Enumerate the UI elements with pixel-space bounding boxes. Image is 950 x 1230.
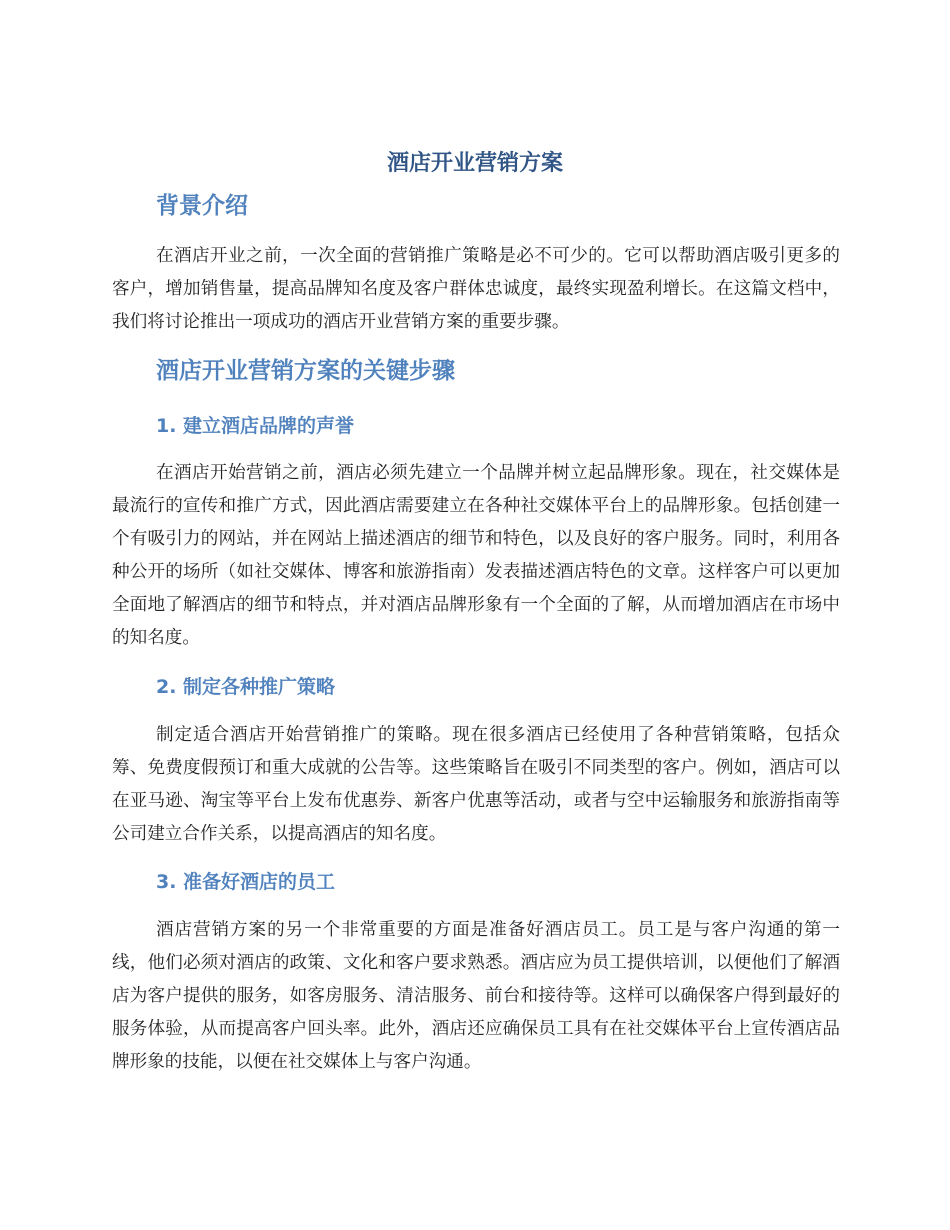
subsection-heading-promotion-strategies: 2. 制定各种推广策略 — [156, 676, 336, 698]
paragraph-brand-reputation: 在酒店开始营销之前，酒店必须先建立一个品牌并树立起品牌形象。现在，社交媒体是最流行的宣传和推广方式，因此酒店需要建立在各种社交媒体平台上的品牌形象。包括创建一个有吸引力的网站，并在网站上描述酒店的细节和特色，以及良好的客户服务。同时，利用各种公开的场所（如社交媒体、博客和旅游指南）发表描述酒店特色的文章。这样客户可以更加全面地了解酒店的细节和特点，并对酒店品牌形象有一个全面的了解，从而增加酒店在市场中的知名度。 — [112, 463, 840, 648]
subsection-heading-staff-preparation: 3. 准备好酒店的员工 — [156, 871, 336, 893]
paragraph-background: 在酒店开业之前，一次全面的营销推广策略是必不可少的。它可以帮助酒店吸引更多的客户，增加销售量，提高品牌知名度及客户群体忠诚度，最终实现盈利增长。在这篇文档中，我们将讨论推出一项成功的酒店开业营销方案的重要步骤。 — [112, 246, 840, 332]
section-heading-key-steps: 酒店开业营销方案的关键步骤 — [156, 358, 455, 384]
subsection-heading-brand-reputation: 1. 建立酒店品牌的声誉 — [156, 415, 355, 437]
paragraph-staff-preparation: 酒店营销方案的另一个非常重要的方面是准备好酒店员工。员工是与客户沟通的第一线，他们必须对酒店的政策、文化和客户要求熟悉。酒店应为员工提供培训，以便他们了解酒店为客户提供的服务，如客房服务、清洁服务、前台和接待等。这样可以确保客户得到最好的服务体验，从而提高客户回头率。此外，酒店还应确保员工具有在社交媒体平台上宣传酒店品牌形象的技能，以便在社交媒体上与客户沟通。 — [112, 920, 840, 1072]
document-title: 酒店开业营销方案 — [386, 151, 563, 176]
paragraph-promotion-strategies: 制定适合酒店开始营销推广的策略。现在很多酒店已经使用了各种营销策略，包括众筹、免费度假预订和重大成就的公告等。这些策略旨在吸引不同类型的客户。例如，酒店可以在亚马逊、淘宝等平台上发布优惠券、新客户优惠等活动，或者与空中运输服务和旅游指南等公司建立合作关系，以提高酒店的知名度。 — [112, 725, 840, 844]
section-heading-background: 背景介绍 — [156, 193, 248, 219]
